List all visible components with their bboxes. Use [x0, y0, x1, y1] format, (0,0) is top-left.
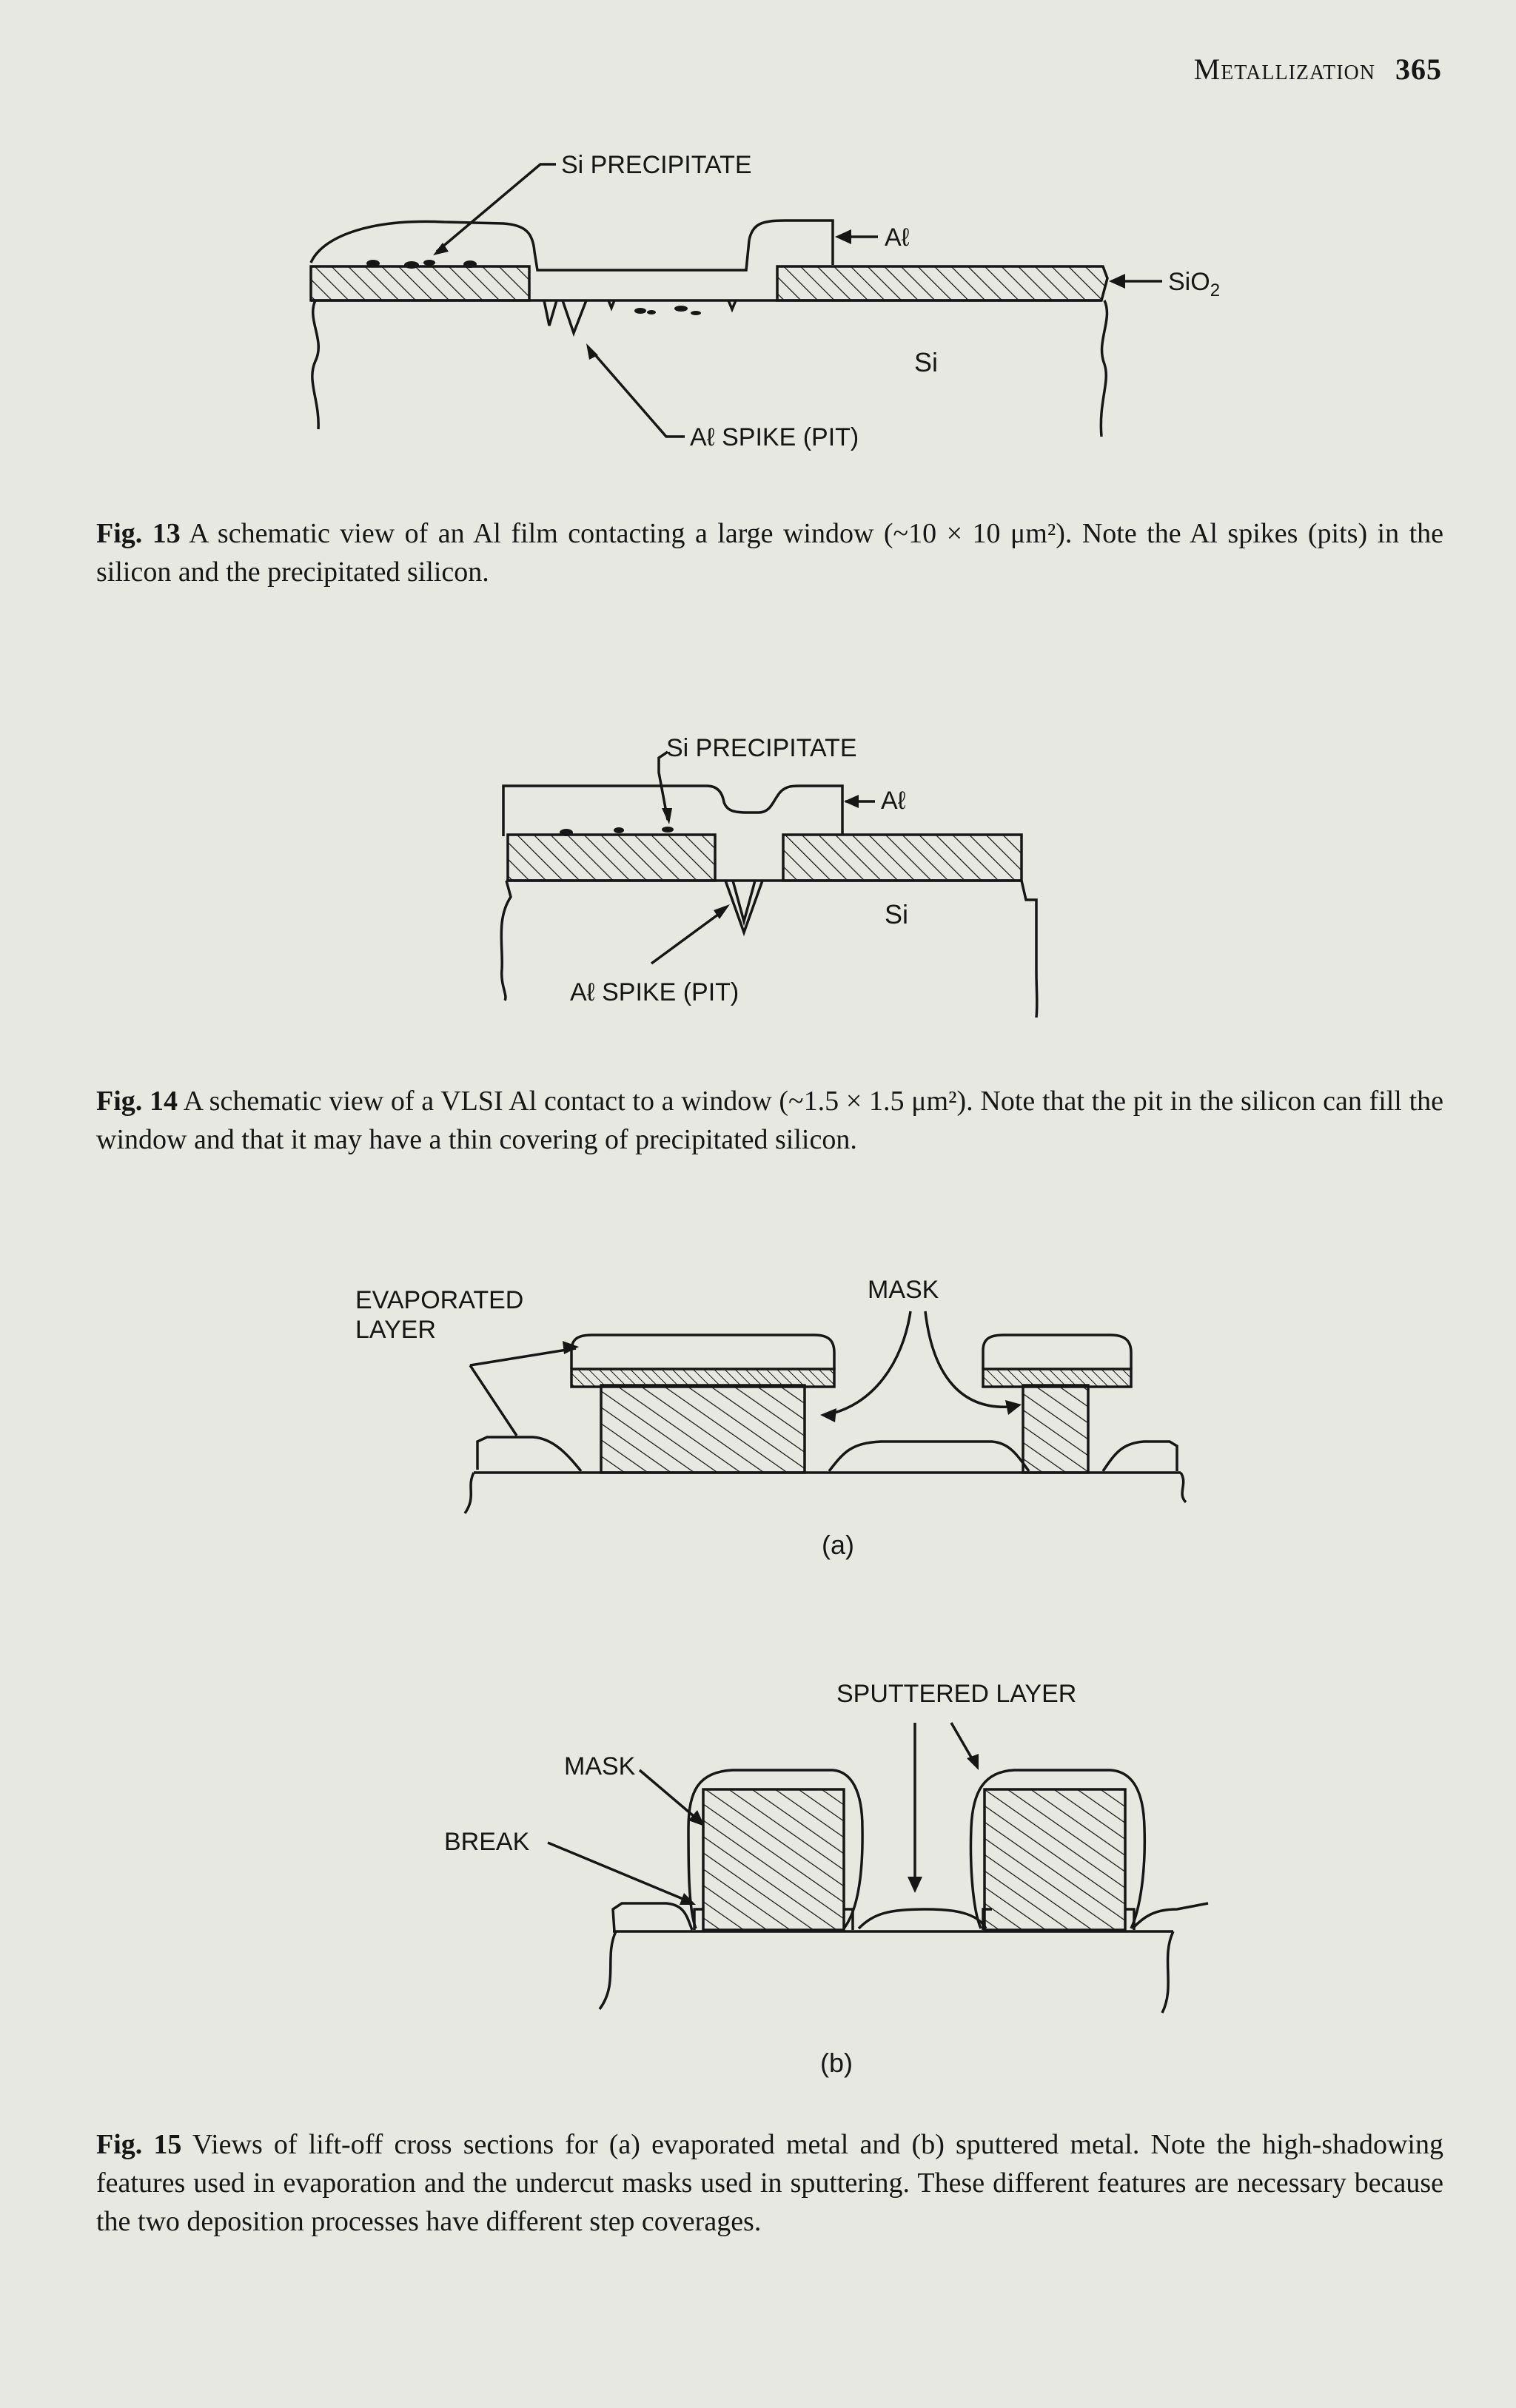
sio2-right — [783, 835, 1022, 881]
label-break: BREAK — [444, 1828, 530, 1856]
spike-leader — [592, 352, 685, 437]
label-panel-a: (a) — [822, 1530, 854, 1560]
label-mask-a: MASK — [868, 1276, 939, 1304]
fig15-caption-text: Views of lift-off cross sections for (a) evaporated metal and (b) sputtered metal. Note the high-shadowing features used in evaporation and the undercut masks used in sputtering. These different features are necessary because the two deposition processes have different step coverages. — [96, 2129, 1443, 2237]
evaporated-film-left — [477, 1437, 581, 1471]
fig13-caption — [96, 514, 1443, 591]
si-particle — [404, 261, 419, 269]
evaporated-cap-1 — [571, 1335, 834, 1369]
figure-14 — [474, 725, 1036, 1036]
fig14-caption-text: A schematic view of a VLSI Al contact to a window (~1.5 × 1.5 μm²). Note that the pit in the silicon can fill the window and that it may have a thin covering of precipitated silicon. — [96, 1086, 1444, 1155]
al-spike-2 — [563, 300, 586, 333]
arrowhead — [1109, 274, 1125, 289]
fig13-number: Fig. 13 — [96, 518, 181, 549]
mask-2 — [985, 1789, 1125, 1930]
page-number: 365 — [1395, 53, 1442, 86]
si-particle — [662, 827, 674, 833]
al-spike-4 — [728, 300, 736, 309]
spike-leader — [651, 910, 724, 963]
al-spike-1 — [544, 300, 557, 326]
mask-cap-2 — [983, 1369, 1131, 1387]
arrowhead — [1005, 1400, 1022, 1415]
label-si-precipitate: Si PRECIPITATE — [561, 151, 752, 179]
mask-pedestal-1 — [601, 1385, 805, 1473]
evaporated-leader-1 — [470, 1348, 576, 1365]
si-particle — [560, 829, 573, 836]
evaporated-film-right — [1103, 1442, 1177, 1471]
arrowhead — [662, 808, 672, 824]
label-si: Si — [885, 899, 909, 929]
mask-1 — [703, 1789, 844, 1930]
al-film — [311, 221, 833, 270]
precipitate-leader — [437, 164, 556, 252]
left-break — [600, 1931, 616, 2009]
sio2-left — [311, 266, 529, 300]
sputtered-film-right — [1133, 1903, 1208, 1928]
label-al-spike: Aℓ SPIKE (PIT) — [690, 423, 859, 451]
al-spike-inner — [733, 881, 755, 921]
right-break — [1022, 881, 1037, 1018]
evaporated-film-middle — [829, 1442, 1029, 1471]
figure-13 — [281, 133, 1273, 488]
si-particle — [674, 306, 688, 312]
running-title: Metallization — [1193, 53, 1375, 86]
panel-a — [465, 1311, 1186, 1513]
mask-cap-1 — [571, 1369, 834, 1387]
left-break — [312, 300, 318, 429]
figure-15 — [341, 1258, 1229, 2087]
mask-leader-2 — [925, 1311, 1018, 1407]
si-particle — [691, 311, 701, 315]
fig15-number: Fig. 15 — [96, 2129, 182, 2160]
si-particle — [647, 310, 656, 315]
si-particle — [634, 308, 646, 314]
label-si: Si — [914, 347, 939, 377]
label-al-spike: Aℓ SPIKE (PIT) — [570, 978, 739, 1006]
label-evaporated-line2: LAYER — [355, 1316, 436, 1344]
si-particle — [463, 260, 477, 268]
label-sputtered-layer: SPUTTERED LAYER — [836, 1680, 1077, 1708]
fig15-caption — [96, 2125, 1443, 2241]
label-panel-b: (b) — [820, 2048, 853, 2078]
running-header — [1194, 52, 1442, 87]
right-break — [1181, 1473, 1186, 1502]
si-particle — [614, 827, 624, 833]
fig13-caption-text: A schematic view of an Al film contacting a large window (~10 × 10 μm²). Note the Al spikes (pits) in the silicon and the precipitated silicon. — [96, 518, 1444, 588]
si-particle — [366, 260, 380, 267]
label-mask-b: MASK — [564, 1752, 636, 1780]
arrowhead — [908, 1877, 922, 1893]
mask-leader-1 — [825, 1311, 910, 1415]
evaporated-leader-2 — [470, 1365, 517, 1436]
label-si-precipitate: Si PRECIPITATE — [666, 734, 857, 762]
evaporated-cap-2 — [983, 1335, 1131, 1369]
right-break — [1162, 1931, 1173, 2013]
sputtered-film-left — [613, 1903, 692, 1931]
sputtered-film-middle — [859, 1909, 986, 1928]
left-break — [465, 1473, 474, 1513]
break-leader — [548, 1843, 690, 1902]
mask-leader-b — [640, 1770, 699, 1820]
si-particle — [423, 260, 435, 266]
fig14-number: Fig. 14 — [96, 1086, 178, 1117]
label-sio2: SiO$_2$ — [1168, 268, 1221, 300]
arrowhead — [844, 795, 859, 808]
arrowhead — [967, 1754, 979, 1770]
panel-b — [548, 1723, 1208, 2013]
arrowhead — [835, 229, 851, 244]
label-al: Aℓ — [885, 223, 910, 252]
right-break — [1101, 300, 1107, 437]
mask-pedestal-2 — [1023, 1385, 1088, 1473]
sio2-right — [777, 266, 1107, 300]
sio2-left — [508, 835, 715, 881]
left-break — [501, 881, 511, 1000]
label-al: Aℓ — [881, 787, 906, 815]
arrowhead — [820, 1408, 836, 1422]
arrowhead — [680, 1893, 696, 1905]
fig14-caption — [96, 1082, 1443, 1159]
label-evaporated-line1: EVAPORATED — [355, 1286, 524, 1314]
